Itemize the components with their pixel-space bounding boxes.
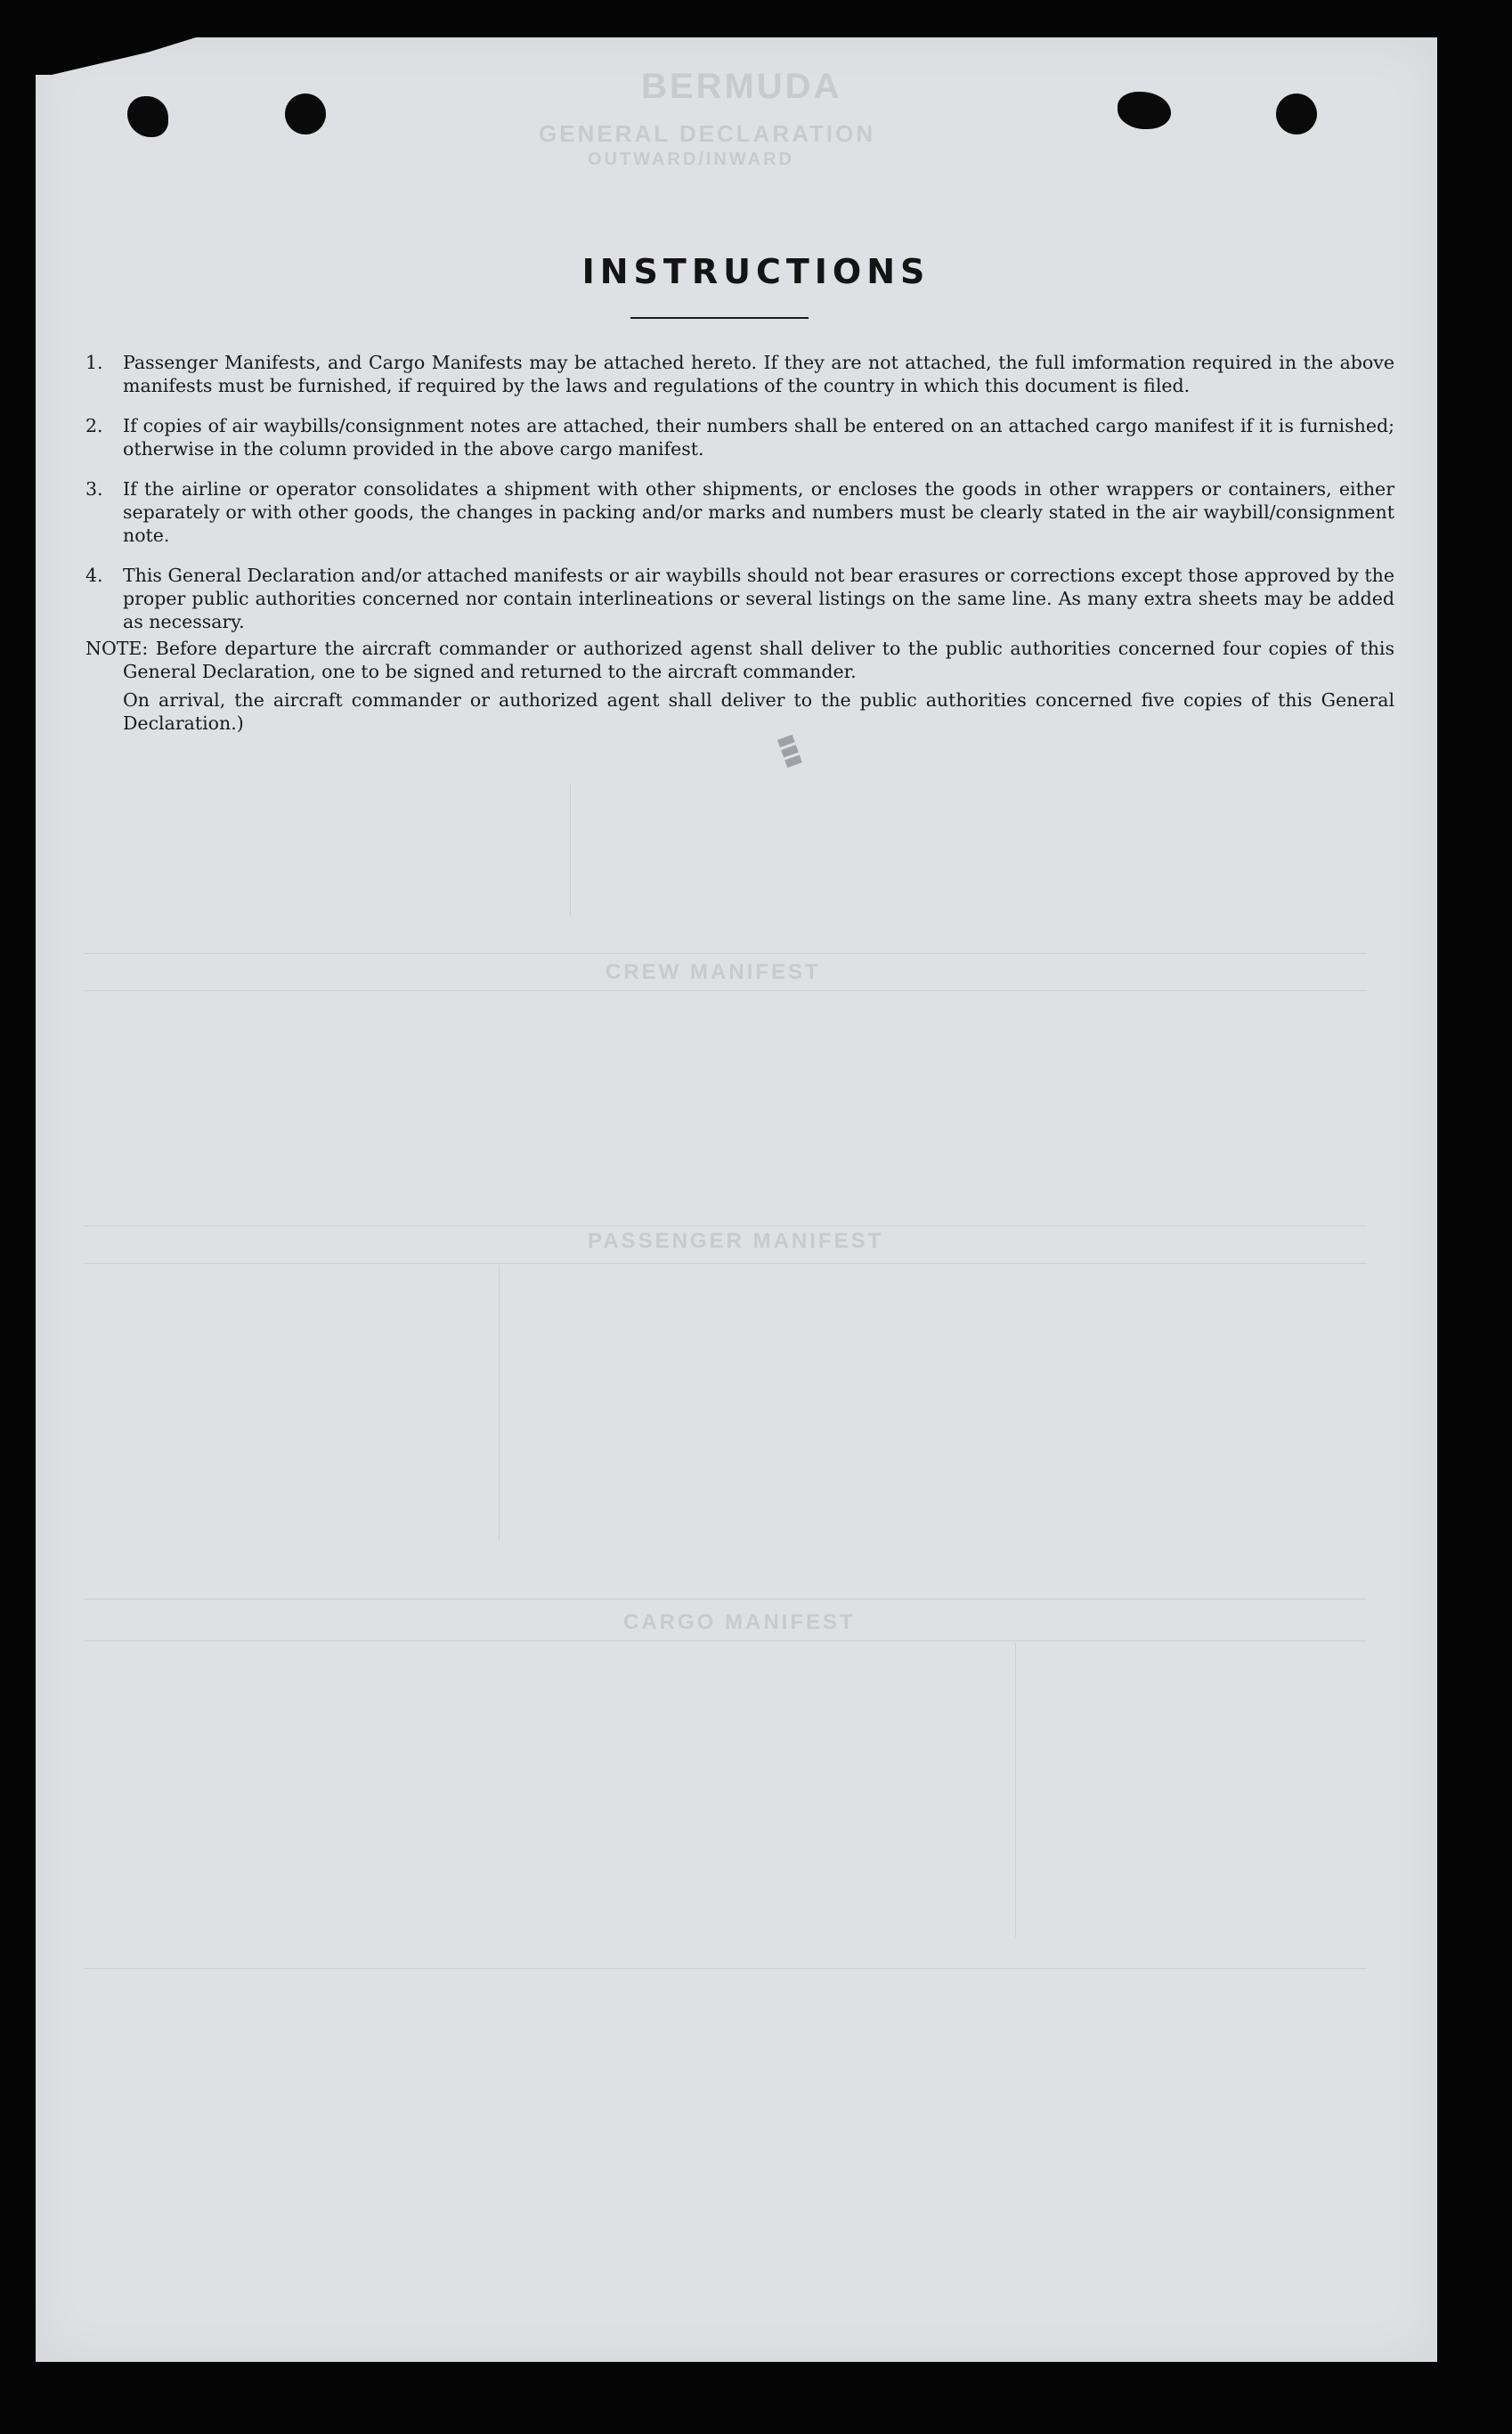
punch-hole-right <box>1276 94 1317 134</box>
bleed-through-subheader: GENERAL DECLARATION <box>539 120 876 147</box>
bleed-through-rule <box>85 1263 1367 1264</box>
bleed-through-passenger: PASSENGER MANIFEST <box>588 1229 884 1253</box>
item-text: If the airline or operator consolidates a shipment with other shipments, or encloses the goods in other wrappers or containers, either separately or with other goods, the changes in packing and/or marks and numbers must be clearly stated in the air waybill/consignment note. <box>123 478 1394 546</box>
bleed-through-rule <box>85 990 1367 991</box>
item-text: If copies of air waybills/consignment notes are attached, their numbers shall be entered on an attached cargo manifest if it is furnished; otherwise in the column provided in the above cargo manifest. <box>123 415 1394 460</box>
bleed-through-subheader-2: OUTWARD/INWARD <box>588 150 794 169</box>
bleed-through-rule <box>85 1599 1367 1600</box>
bleed-through-rule <box>1015 1643 1016 1937</box>
item-number: 3. <box>85 478 103 500</box>
bleed-through-rule <box>570 784 571 917</box>
item-number: 2. <box>85 415 103 436</box>
bleed-through-cargo: CARGO MANIFEST <box>623 1610 856 1634</box>
bleed-through-header: BERMUDA <box>641 67 842 106</box>
list-item <box>85 564 1394 633</box>
list-item <box>85 351 1394 397</box>
item-text: Passenger Manifests, and Cargo Manifests may be attached hereto. If they are not attached, the full imformation required in the above manifests must be furnished, if required by the laws and regulations of the country in which this document is filed. <box>123 352 1394 396</box>
item-text: This General Declaration and/or attached manifests or air waybills should not bear erasures or corrections except those approved by the proper public authorities concerned nor contain interlineations or several listings on the same line. As many extra sheets may be added as necessary. <box>123 565 1394 632</box>
note-block <box>85 637 1394 735</box>
bleed-through-rule <box>85 1968 1367 1969</box>
item-number: 1. <box>85 352 103 373</box>
list-item <box>85 477 1394 547</box>
bleed-through-crew: CREW MANIFEST <box>606 960 821 984</box>
bleed-through-rule <box>85 1640 1367 1641</box>
note-arrival-text: On arrival, the aircraft commander or authorized agent shall deliver to the public authorities concerned five copies of this General Declaration.) <box>123 689 1394 734</box>
note-departure-text: Before departure the aircraft commander or authorized agenst shall deliver to the public authorities concerned four copies of this General Declaration, one to be signed and returned to the aircraft commander. <box>123 638 1394 682</box>
faint-stamp-mark: ▮▮▮ <box>775 731 808 770</box>
title-underline <box>630 317 809 319</box>
bleed-through-rule <box>85 1225 1367 1226</box>
bleed-through-rule <box>85 953 1367 954</box>
punch-hole-left <box>285 94 326 134</box>
item-number: 4. <box>85 565 103 586</box>
bleed-through-rule <box>499 1265 500 1541</box>
page-title: INSTRUCTIONS <box>581 252 931 291</box>
instructions-list <box>85 351 1394 740</box>
list-item <box>85 414 1394 460</box>
note-label: NOTE: <box>85 638 149 659</box>
